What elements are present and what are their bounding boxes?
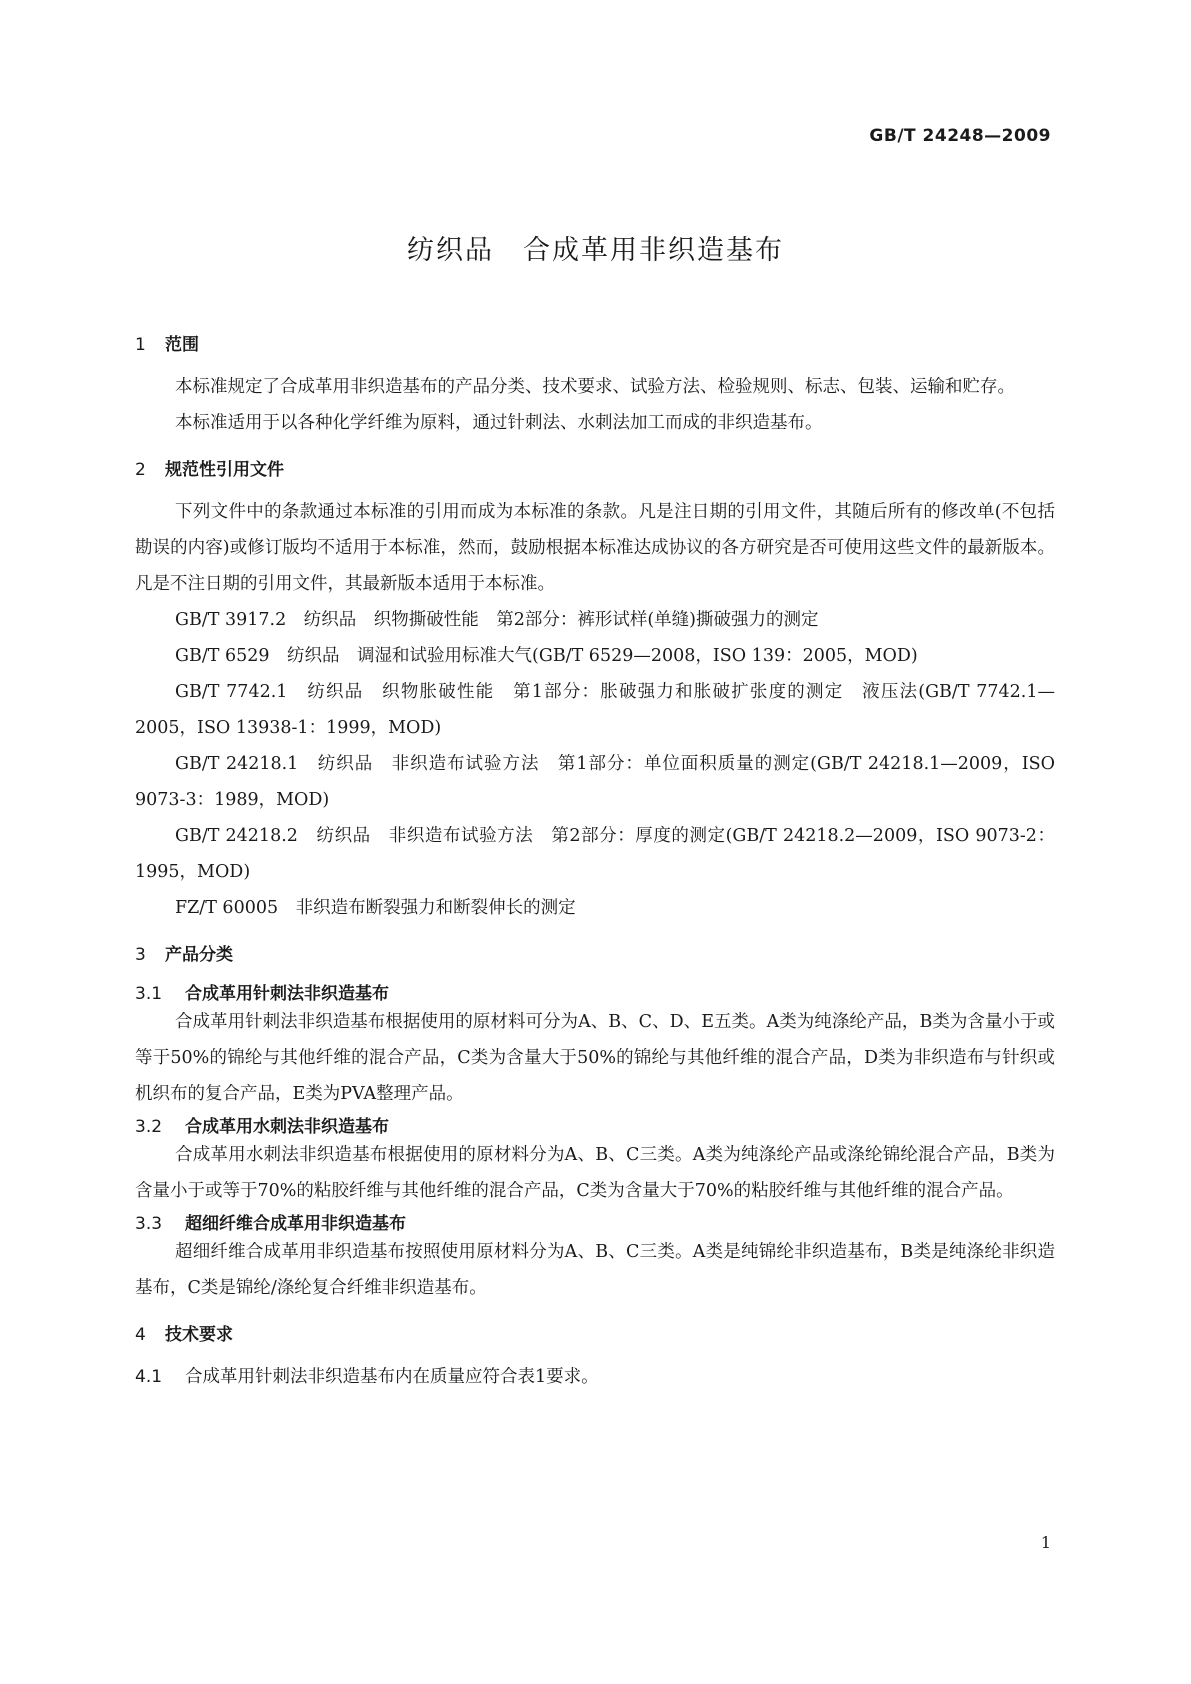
subsection-title: 合成革用针刺法非织造基布 — [185, 984, 389, 1004]
section-heading-1 — [135, 330, 1055, 355]
section-number: 3 — [135, 945, 146, 965]
subsection-number: 3.3 — [135, 1214, 163, 1234]
subsection-text: 合成革用针刺法非织造基布内在质量应符合表1要求。 — [185, 1367, 599, 1387]
section-title: 产品分类 — [165, 945, 233, 965]
section-title: 范围 — [165, 335, 199, 355]
subsection-heading-3-1 — [135, 979, 1055, 1004]
page-number: 1 — [1040, 1533, 1051, 1552]
subsection-title: 超细纤维合成革用非织造基布 — [185, 1214, 406, 1234]
paragraph: 超细纤维合成革用非织造基布按照使用原材料分为A、B、C三类。A类是纯锦纶非织造基布，B类是纯涤纶非织造基布，C类是锦纶/涤纶复合纤维非织造基布。 — [135, 1242, 1055, 1298]
document-body — [135, 330, 1055, 1395]
subsection-heading-3-2 — [135, 1112, 1055, 1137]
subsection-number: 4.1 — [135, 1367, 163, 1387]
section-number: 4 — [135, 1325, 146, 1345]
reference-item: GB/T 7742.1 纺织品 织物胀破性能 第1部分：胀破强力和胀破扩张度的测定 液压法(GB/T 7742.1—2005，ISO 13938-1：1999，MOD) — [135, 682, 1055, 738]
reference-item: GB/T 3917.2 纺织品 织物撕破性能 第2部分：裤形试样(单缝)撕破强力的测定 — [175, 610, 819, 630]
subsection-4-1 — [135, 1359, 1055, 1395]
paragraph: 本标准规定了合成革用非织造基布的产品分类、技术要求、试验方法、检验规则、标志、包装、运输和贮存。 — [175, 377, 1015, 397]
section-heading-4 — [135, 1320, 1055, 1345]
section-title: 技术要求 — [165, 1325, 233, 1345]
paragraph: 合成革用针刺法非织造基布根据使用的原材料可分为A、B、C、D、E五类。A类为纯涤纶产品，B类为含量小于或等于50%的锦纶与其他纤维的混合产品，C类为含量大于50%的锦纶与其他纤维的混合产品，D类为非织造布与针织或机织布的复合产品，E类为PVA整理产品。 — [135, 1012, 1055, 1104]
paragraph: 下列文件中的条款通过本标准的引用而成为本标准的条款。凡是注日期的引用文件，其随后所有的修改单(不包括勘误的内容)或修订版均不适用于本标准，然而，鼓励根据本标准达成协议的各方研究是否可使用这些文件的最新版本。凡是不注日期的引用文件，其最新版本适用于本标准。 — [135, 502, 1055, 594]
subsection-heading-3-3 — [135, 1209, 1055, 1234]
section-number: 2 — [135, 460, 146, 480]
reference-item: FZ/T 60005 非织造布断裂强力和断裂伸长的测定 — [175, 898, 576, 918]
subsection-title: 合成革用水刺法非织造基布 — [185, 1117, 389, 1137]
paragraph: 合成革用水刺法非织造基布根据使用的原材料分为A、B、C三类。A类为纯涤纶产品或涤纶锦纶混合产品，B类为含量小于或等于70%的粘胶纤维与其他纤维的混合产品，C类为含量大于70%的粘胶纤维与其他纤维的混合产品。 — [135, 1145, 1055, 1201]
reference-item: GB/T 24218.1 纺织品 非织造布试验方法 第1部分：单位面积质量的测定(GB/T 24218.1—2009，ISO 9073-3：1989，MOD) — [135, 754, 1055, 810]
section-heading-2 — [135, 455, 1055, 480]
section-number: 1 — [135, 335, 146, 355]
standard-code: GB/T 24248—2009 — [869, 126, 1051, 146]
subsection-number: 3.2 — [135, 1117, 163, 1137]
reference-item: GB/T 6529 纺织品 调湿和试验用标准大气(GB/T 6529—2008，ISO 139：2005，MOD) — [175, 646, 918, 666]
reference-item: GB/T 24218.2 纺织品 非织造布试验方法 第2部分：厚度的测定(GB/T 24218.2—2009，ISO 9073-2：1995，MOD) — [135, 826, 1055, 882]
section-title: 规范性引用文件 — [165, 460, 284, 480]
paragraph: 本标准适用于以各种化学纤维为原料，通过针刺法、水刺法加工而成的非织造基布。 — [175, 413, 823, 433]
subsection-number: 3.1 — [135, 984, 163, 1004]
page-title: 纺织品 合成革用非织造基布 — [407, 235, 784, 266]
section-heading-3 — [135, 940, 1055, 965]
